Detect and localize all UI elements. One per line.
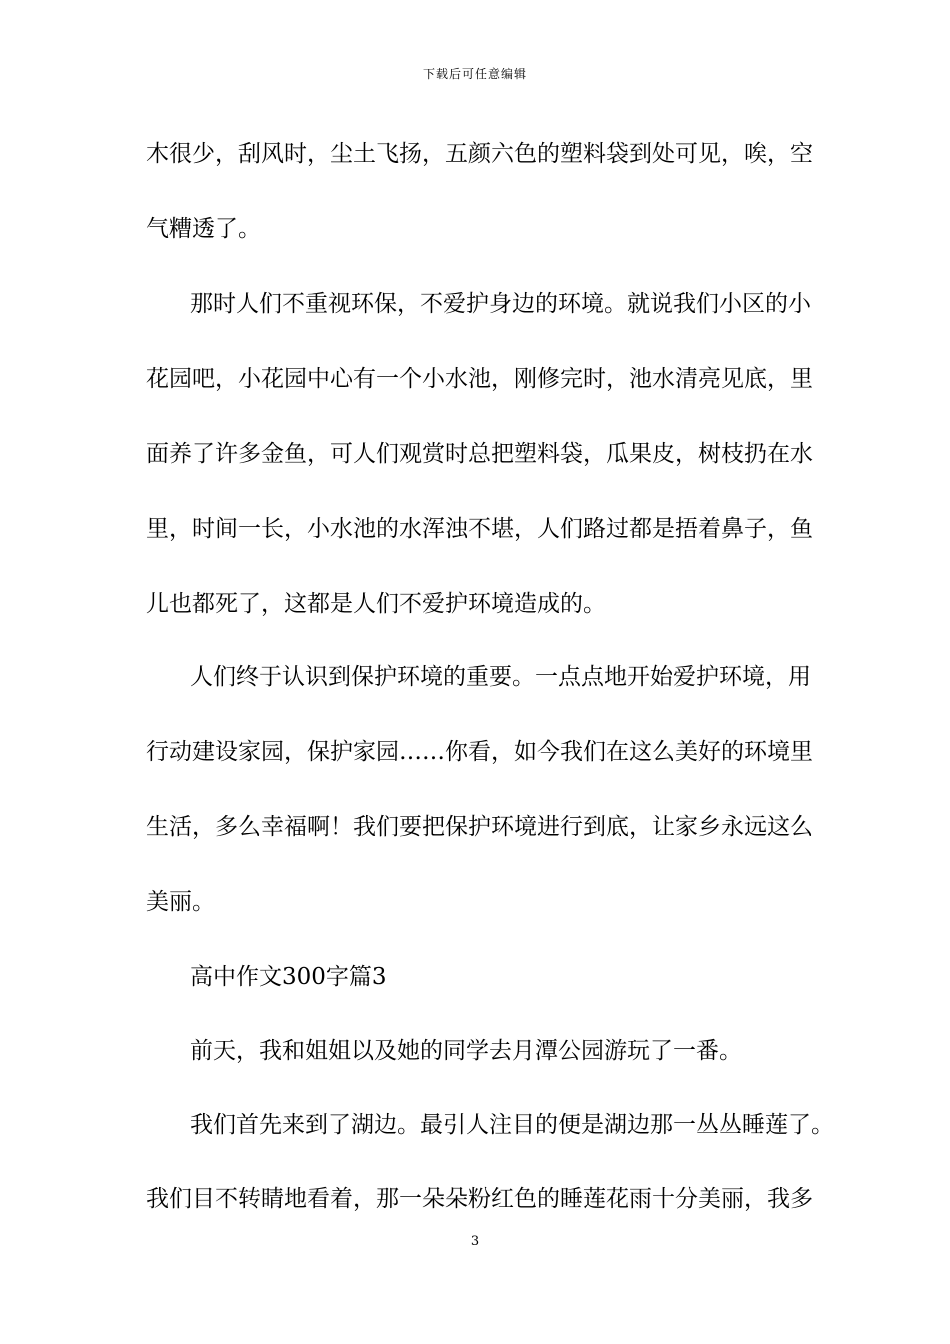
paragraph-start-line: 前天，我和姐姐以及她的同学去月潭公园游玩了一番。 bbox=[190, 1038, 742, 1064]
text-line: 花园吧，小花园中心有一个小水池，刚修完时，池水清亮见底，里 bbox=[146, 366, 813, 392]
text-line: 生活，多么幸福啊！我们要把保护环境进行到底，让家乡永远这么 bbox=[146, 814, 813, 840]
text-line: 我们目不转睛地看着，那一朵朵粉红色的睡莲花雨十分美丽，我多 bbox=[146, 1186, 813, 1212]
page-header-note: 下载后可任意编辑 bbox=[422, 67, 527, 81]
text-line: 儿也都死了，这都是人们不爱护环境造成的。 bbox=[146, 591, 606, 617]
text-line: 美丽。 bbox=[146, 889, 215, 915]
text-line: 面养了许多金鱼，可人们观赏时总把塑料袋，瓜果皮，树枝扔在水 bbox=[146, 441, 813, 467]
section-heading: 高中作文300字篇3 bbox=[190, 964, 387, 990]
page-number: 3 bbox=[470, 1234, 480, 1249]
paragraph-start-line: 那时人们不重视环保，不爱护身边的环境。就说我们小区的小 bbox=[190, 291, 811, 317]
text-line: 里，时间一长，小水池的水浑浊不堪，人们路过都是捂着鼻子，鱼 bbox=[146, 516, 813, 542]
paragraph-start-line: 人们终于认识到保护环境的重要。一点点地开始爱护环境，用 bbox=[190, 664, 811, 690]
text-line: 木很少，刮风时，尘土飞扬，五颜六色的塑料袋到处可见，唉，空 bbox=[146, 141, 813, 167]
paragraph-start-line: 我们首先来到了湖边。最引人注目的便是湖边那一丛丛睡莲了。 bbox=[190, 1112, 834, 1138]
text-line: 气糟透了。 bbox=[146, 216, 261, 242]
text-line: 行动建设家园，保护家园……你看，如今我们在这么美好的环境里 bbox=[146, 739, 813, 765]
